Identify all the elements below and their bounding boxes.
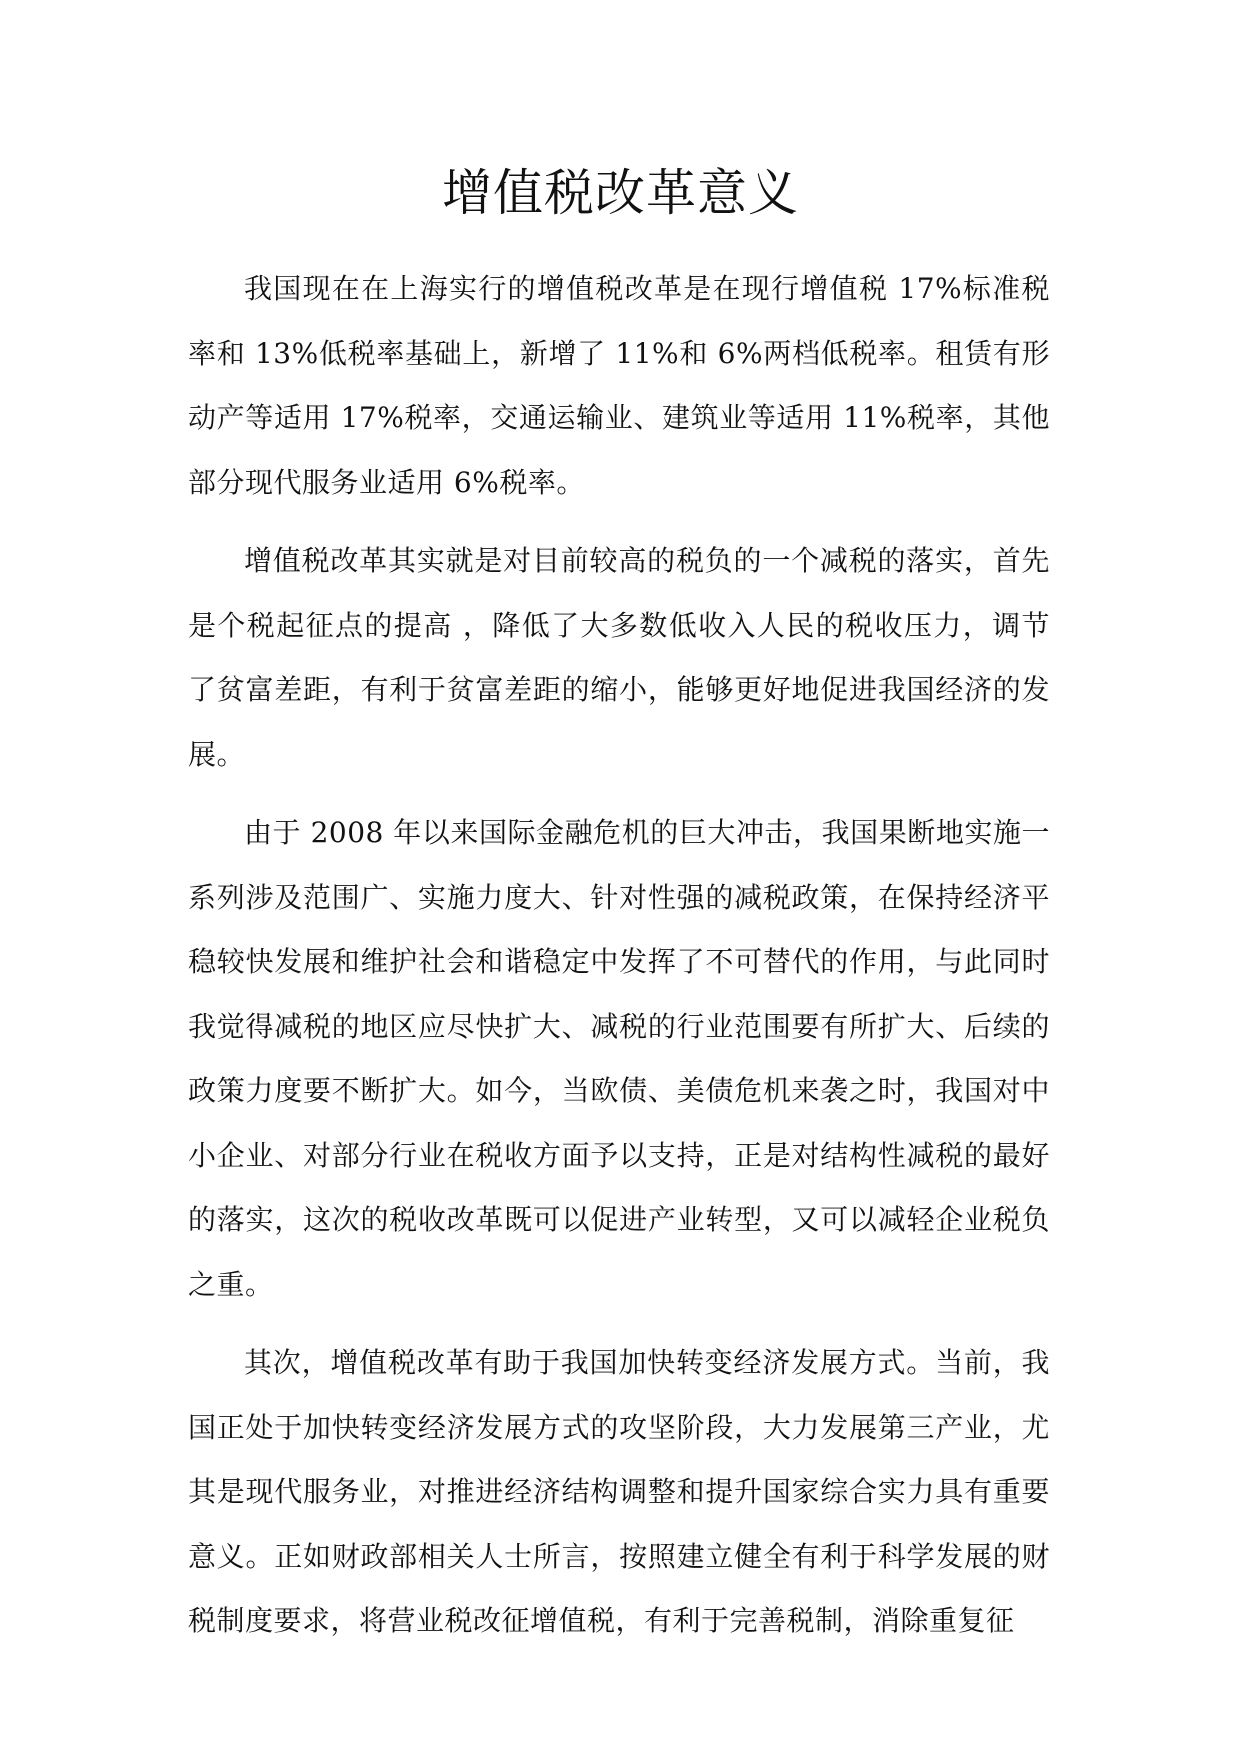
document-body [188,257,1050,1668]
paragraph-2: 增值税改革其实就是对目前较高的税负的一个减税的落实，首先是个税起征点的提高 ，降低了大多数低收入人民的税收压力，调节了贫富差距，有利于贫富差距的缩小，能够更好地促进我国经济的发展。 [188,544,1050,771]
document-title: 增值税改革意义 [442,164,799,222]
paragraph-1: 我国现在在上海实行的增值税改革是在现行增值税 17%标准税率和 13%低税率基础上，新增了 11%和 6%两档低税率。租赁有形动产等适用 17%税率，交通运输业、建筑业等适用 11%税率，其他部分现代服务业适用 6%税率。 [188,272,1050,499]
paragraph-4: 其次，增值税改革有助于我国加快转变经济发展方式。当前，我国正处于加快转变经济发展方式的攻坚阶段，大力发展第三产业，尤其是现代服务业，对推进经济结构调整和提升国家综合实力具有重要意义。正如财政部相关人士所言，按照建立健全有利于科学发展的财税制度要求，将营业税改征增值税，有利于完善税制，消除重复征 [188,1346,1050,1637]
paragraph-3: 由于 2008 年以来国际金融危机的巨大冲击，我国果断地实施一系列涉及范围广、实施力度大、针对性强的减税政策，在保持经济平稳较快发展和维护社会和谐稳定中发挥了不可替代的作用，与此同时我觉得减税的地区应尽快扩大、减税的行业范围要有所扩大、后续的政策力度要不断扩大。如今，当欧债、美债危机来袭之时，我国对中小企业、对部分行业在税收方面予以支持，正是对结构性减税的最好的落实，这次的税收改革既可以促进产业转型，又可以减轻企业税负之重。 [188,816,1050,1301]
